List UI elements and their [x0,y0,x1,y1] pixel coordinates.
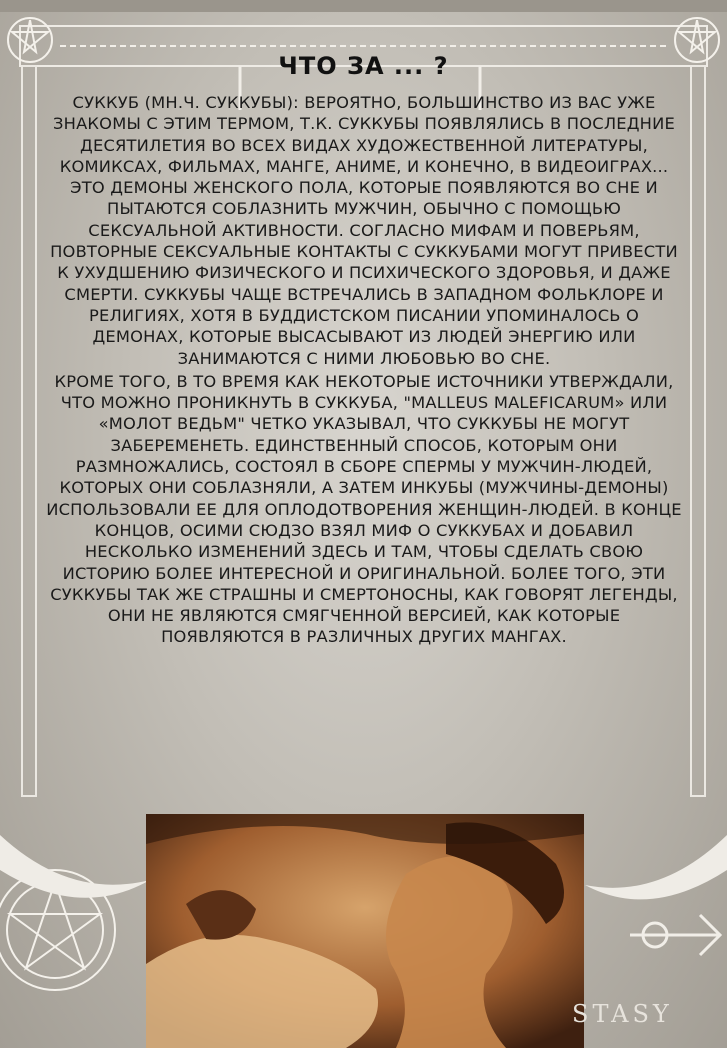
trident-icon [630,915,720,955]
article-body [44,92,684,648]
paragraph-1: СУККУБ (МН.Ч. СУККУБЫ): ВЕРОЯТНО, БОЛЬШИНСТВО ИЗ ВАС УЖЕ ЗНАКОМЫ С ЭТИМ ТЕРМОМ, Т.К. СУККУБЫ ПОЯВЛЯЛИСЬ В ПОСЛЕДНИЕ ДЕСЯТИЛЕТИЯ ВО ВСЕХ ВИДАХ ХУДОЖЕСТВЕННОЙ ЛИТЕРАТУРЫ, КОМИКСАХ, ФИЛЬМАХ, МАНГЕ, АНИМЕ, И КОНЕЧНО, В ВИДЕОИГРАХ... ЭТО ДЕМОНЫ ЖЕНСКОГО ПОЛА, КОТОРЫЕ ПОЯВЛЯЮТСЯ ВО СНЕ И ПЫТАЮТСЯ СОБЛАЗНИТЬ МУЖЧИН, ОБЫЧНО С ПОМОЩЬЮ СЕКСУАЛЬНОЙ АКТИВНОСТИ. СОГЛАСНО МИФАМ И ПОВЕРЬЯМ, ПОВТОРНЫЕ СЕКСУАЛЬНЫЕ КОНТАКТЫ С СУККУБАМИ МОГУТ ПРИВЕСТИ К УХУДШЕНИЮ ФИЗИЧЕСКОГО И ПСИХИЧЕСКОГО ЗДОРОВЬЯ, И ДАЖЕ СМЕРТИ. СУККУБЫ ЧАЩЕ ВСТРЕЧАЛИСЬ В ЗАПАДНОМ ФОЛЬКЛОРЕ И РЕЛИГИЯХ, ХОТЯ В БУДДИСТСКОМ ПИСАНИИ УПОМИНАЛОСЬ О ДЕМОНАХ, КОТОРЫЕ ВЫСАСЫВАЮТ ИЗ ЛЮДЕЙ ЭНЕРГИЮ ИЛИ ЗАНИМАЮТСЯ С НИМИ ЛЮБОВЬЮ ВО СНЕ. [50,93,678,368]
watermark: STASY [572,1000,673,1028]
illustration-succubus [146,814,584,1048]
paragraph-2: КРОМЕ ТОГО, В ТО ВРЕМЯ КАК НЕКОТОРЫЕ ИСТОЧНИКИ УТВЕРЖДАЛИ, ЧТО МОЖНО ПРОНИКНУТЬ В СУККУБА, "MALLEUS MALEFICARUM» ИЛИ «МОЛОТ ВЕДЬМ" ЧЕТКО УКАЗЫВАЛ, ЧТО СУККУБЫ НЕ МОГУТ ЗАБЕРЕМЕНЕТЬ. ЕДИНСТВЕННЫЙ СПОСОБ, КОТОРЫМ ОНИ РАЗМНОЖАЛИСЬ, СОСТОЯЛ В СБОРЕ СПЕРМЫ У МУЖЧИН-ЛЮДЕЙ, КОТОРЫХ ОНИ СОБЛАЗНЯЛИ, А ЗАТЕМ ИНКУБЫ (МУЖЧИНЫ-ДЕМОНЫ) ИСПОЛЬЗОВАЛИ ЕЕ ДЛЯ ОПЛОДОТВОРЕНИЯ ЖЕНЩИН-ЛЮДЕЙ. В КОНЦЕ КОНЦОВ, ОСИМИ СЮДЗО ВЗЯЛ МИФ О СУККУБАХ И ДОБАВИЛ НЕСКОЛЬКО ИЗМЕНЕНИЙ ЗДЕСЬ И ТАМ, ЧТОБЫ СДЕЛАТЬ СВОЮ ИСТОРИЮ БОЛЕЕ ИНТЕРЕСНОЙ И ОРИГИНАЛЬНОЙ. БОЛЕЕ ТОГО, ЭТИ СУККУБЫ ТАК ЖЕ СТРАШНЫ И СМЕРТОНОСНЫ, КАК ГОВОРЯТ ЛЕГЕНДЫ, ОНИ НЕ ЯВЛЯЮТСЯ СМЯГЧЕННОЙ ВЕРСИЕЙ, КАК КОТОРЫЕ ПОЯВЛЯЮТСЯ В РАЗЛИЧНЫХ ДРУГИХ МАНГАХ. [46,371,682,647]
page-title: ЧТО ЗА ... ? [278,52,449,80]
